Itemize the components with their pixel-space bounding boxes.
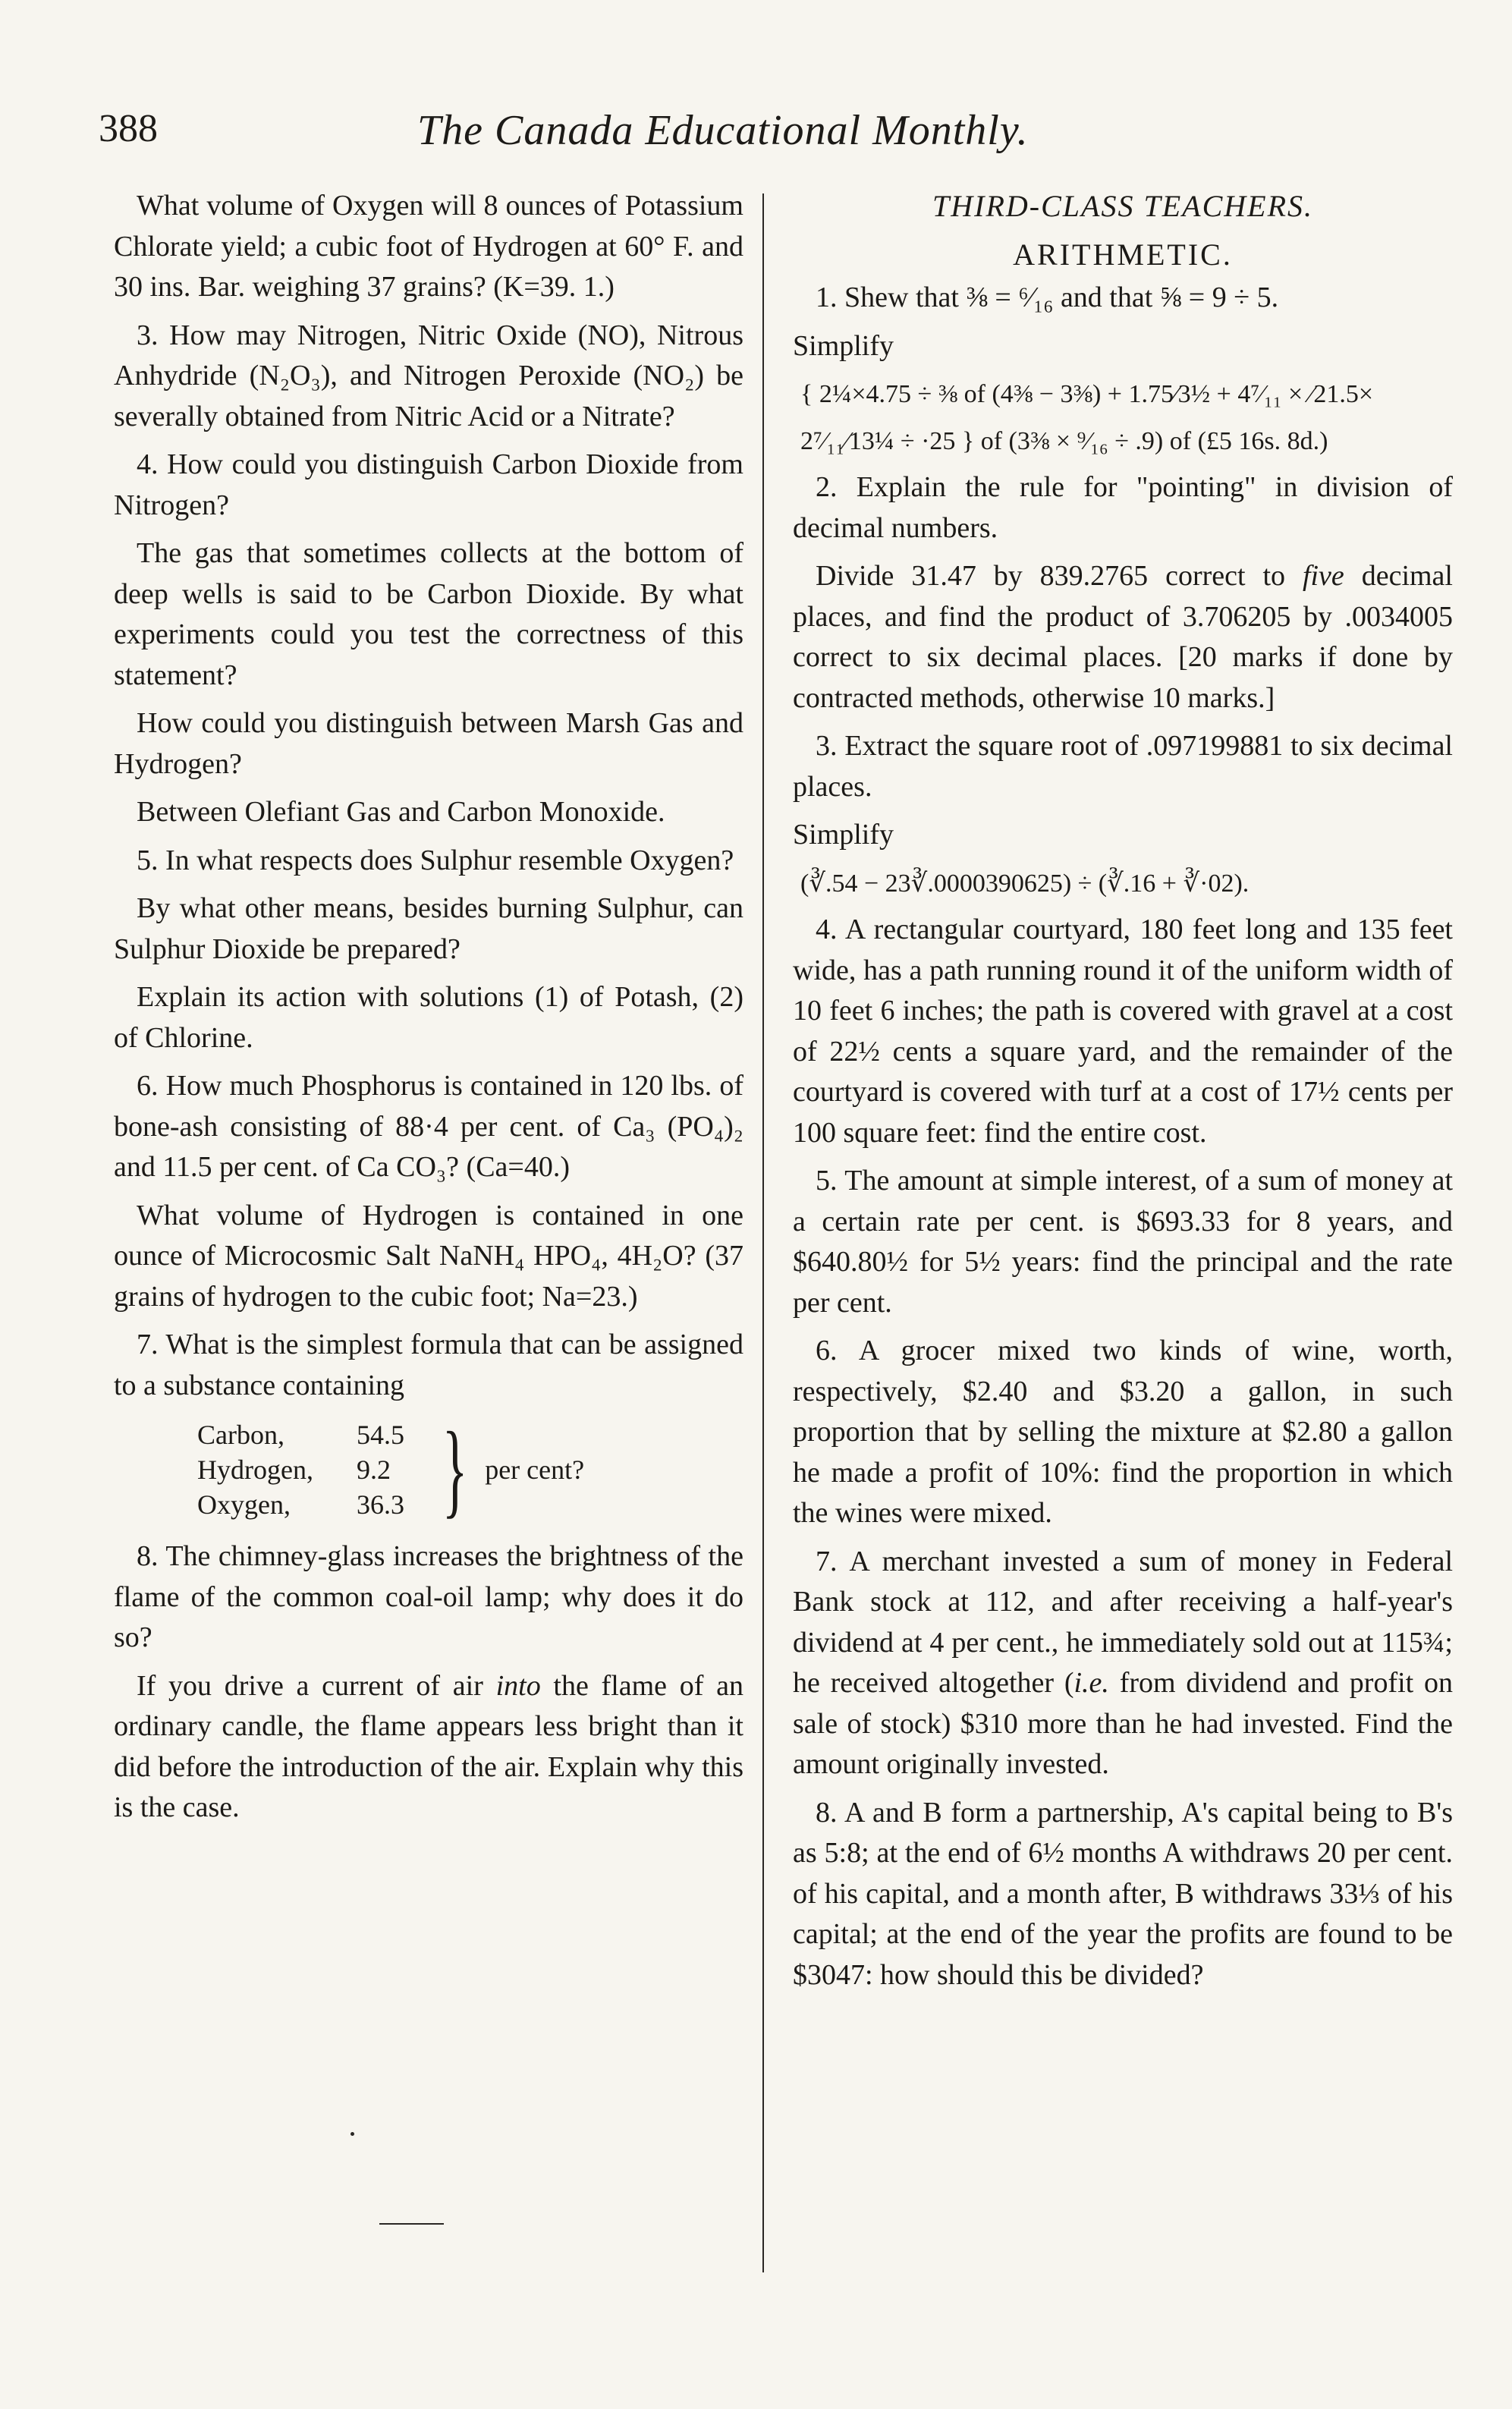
arithmetic-question-7 (793, 1542, 1453, 1785)
text-run: decimal places, and find the product of 3.706205 by .0034005 correct to six decimal places. [20 marks if done by contracted methods, otherwise 10 marks.] (793, 560, 1453, 714)
arithmetic-question-4: 4. A rectangular courtyard, 180 feet long and 135 feet wide, has a path running round it of the uniform width of 10 feet 6 inches; the path is covered with gravel at a cost of 22½ cents a square yard, and the remainder of the courtyard is covered with turf at a cost of 17½ cents per 100 square feet: find the entire cost. (793, 914, 1453, 1149)
simplify-label: Simplify (793, 329, 894, 362)
text-run: from dividend and profit on sale of stock) $310 more than he had invested. Find the amount originally invested. (793, 1667, 1453, 1780)
arithmetic-question-8: 8. A and B form a partnership, A's capital being to B's as 5:8; at the end of 6½ months A withdraws 20 per cent. of his capital, and a month after, B withdraws 33⅓ of his capital; at the end of the year the profits are found to be $3047: how should this be divided? (793, 1796, 1453, 1991)
chemistry-question-2: What volume of Oxygen will 8 ounces of Potassium Chlorate yield; a cubic foot of Hydrogen at 60° F. and 30 ins. Bar. weighing 37 grains? (K=39. 1.) (114, 190, 743, 303)
simplify-label: Simplify (793, 819, 894, 851)
composition-unit: per cent? (485, 1455, 585, 1485)
column-divider (762, 193, 764, 2272)
chemistry-question-4c: How could you distinguish between Marsh Gas and Hydrogen? (114, 707, 743, 780)
chemistry-question-8b (114, 1666, 743, 1829)
element-name: Hydrogen, (197, 1455, 313, 1485)
brace-symbol: } (442, 1410, 468, 1528)
composition-list (197, 1417, 425, 1522)
arithmetic-question-5: 5. The amount at simple interest, of a sum of money at a certain rate per cent. is $693.33 for 8 years, and $640.80½ for 5½ years: find the principal and the rate per cent. (793, 1165, 1453, 1319)
arithmetic-question-3: 3. Extract the square root of .097199881 to six decimal places. (793, 730, 1453, 803)
composition-table (197, 1410, 743, 1528)
arithmetic-question-1: 1. Shew that ⅜ = ⁶⁄₁₆ and that ⅝ = 9 ÷ 5. (816, 281, 1279, 313)
stray-mark (350, 2132, 354, 2136)
chemistry-question-6: 6. How much Phosphorus is contained in 120 lbs. of bone-ash consisting of 88·4 per cent. of Ca₃ (PO₄)₂ and 11.5 per cent. of Ca CO₃? (Ca=40.) (114, 1070, 743, 1183)
math-expression-3: (∛.54 − 23∛.0000390625) ÷ (∛.16 + ∛·02). (800, 869, 1250, 898)
section-title: THIRD-CLASS TEACHERS. (932, 189, 1313, 223)
element-value: 9.2 (357, 1455, 391, 1485)
chemistry-question-6b: What volume of Hydrogen is contained in one ounce of Microcosmic Salt NaNH₄ HPO₄, 4H₂O? (37 grains of hydrogen to the cubic foot; Na=23.) (114, 1199, 743, 1313)
emphasis-text: into (495, 1669, 541, 1702)
chemistry-question-8: 8. The chimney-glass increases the brightness of the flame of the common coal-oil lamp; why does it do so? (114, 1540, 743, 1653)
chemistry-question-5b: By what other means, besides burning Sulphur, can Sulphur Dioxide be prepared? (114, 892, 743, 965)
math-expression-1: { 2¼×4.75 ÷ ⅜ of (4⅜ − 3⅜) + 1.75⁄3½ + 4⁷⁄₁₁ × ⁄21.5× (800, 380, 1374, 408)
element-name: Carbon, (197, 1420, 284, 1450)
chemistry-question-4d: Between Olefiant Gas and Carbon Monoxide. (137, 796, 665, 828)
element-value: 54.5 (357, 1420, 404, 1450)
math-expression-2: 2⁷⁄₁₁⁄13¼ ÷ ·25 } of (3⅜ × ⁹⁄₁₆ ÷ .9) of (£5 16s. 8d.) (800, 426, 1328, 455)
running-title: The Canada Educational Monthly. (417, 107, 1029, 154)
section-end-rule (379, 2223, 444, 2225)
section-subtitle: ARITHMETIC. (1013, 237, 1233, 272)
emphasis-text: i.e. (1073, 1667, 1109, 1699)
chemistry-question-7: 7. What is the simplest formula that can be assigned to a substance containing (114, 1329, 743, 1401)
text-run: If you drive a current of air (137, 1669, 496, 1702)
chemistry-question-4b: The gas that sometimes collects at the bottom of deep wells is said to be Carbon Dioxide. By what experiments could you test the correctness of this statement? (114, 537, 743, 691)
chemistry-question-4: 4. How could you distinguish Carbon Dioxide from Nitrogen? (114, 448, 743, 521)
text-run: Divide 31.47 by 839.2765 correct to (816, 560, 1303, 592)
left-column (114, 186, 743, 1836)
arithmetic-question-2: 2. Explain the rule for "pointing" in division of decimal numbers. (793, 471, 1453, 544)
arithmetic-question-6: 6. A grocer mixed two kinds of wine, worth, respectively, $2.40 and $3.20 a gallon, in such proportion that by selling the mixture at $2.80 a gallon he made a profit of 10%: find the proportion in which the wines were mixed. (793, 1335, 1453, 1529)
chemistry-question-5: 5. In what respects does Sulphur resemble Oxygen? (137, 844, 734, 876)
right-column (793, 186, 1453, 2003)
text-run: the flame of an ordinary candle, the flame appears less bright than it did before the introduction of the air. Explain why this is the case. (114, 1669, 743, 1823)
emphasis-text: five (1302, 560, 1344, 592)
chemistry-question-5c: Explain its action with solutions (1) of Potash, (2) of Chlorine. (114, 981, 743, 1054)
page-header (99, 106, 1388, 175)
page-number: 388 (99, 107, 158, 150)
chemistry-question-3: 3. How may Nitrogen, Nitric Oxide (NO), Nitrous Anhydride (N₂O₃), and Nitrogen Peroxide (NO₂) be severally obtained from Nitric Acid or a Nitrate? (114, 319, 743, 432)
arithmetic-question-2b (793, 556, 1453, 719)
element-name: Oxygen, (197, 1489, 291, 1520)
text-run: 7. A merchant invested a sum of money in Federal Bank stock at 112, and after receiving a half-year's dividend at 4 per cent., he immediately sold out at 115¾; he received altogether ( (793, 1545, 1453, 1699)
element-value: 36.3 (357, 1489, 404, 1520)
